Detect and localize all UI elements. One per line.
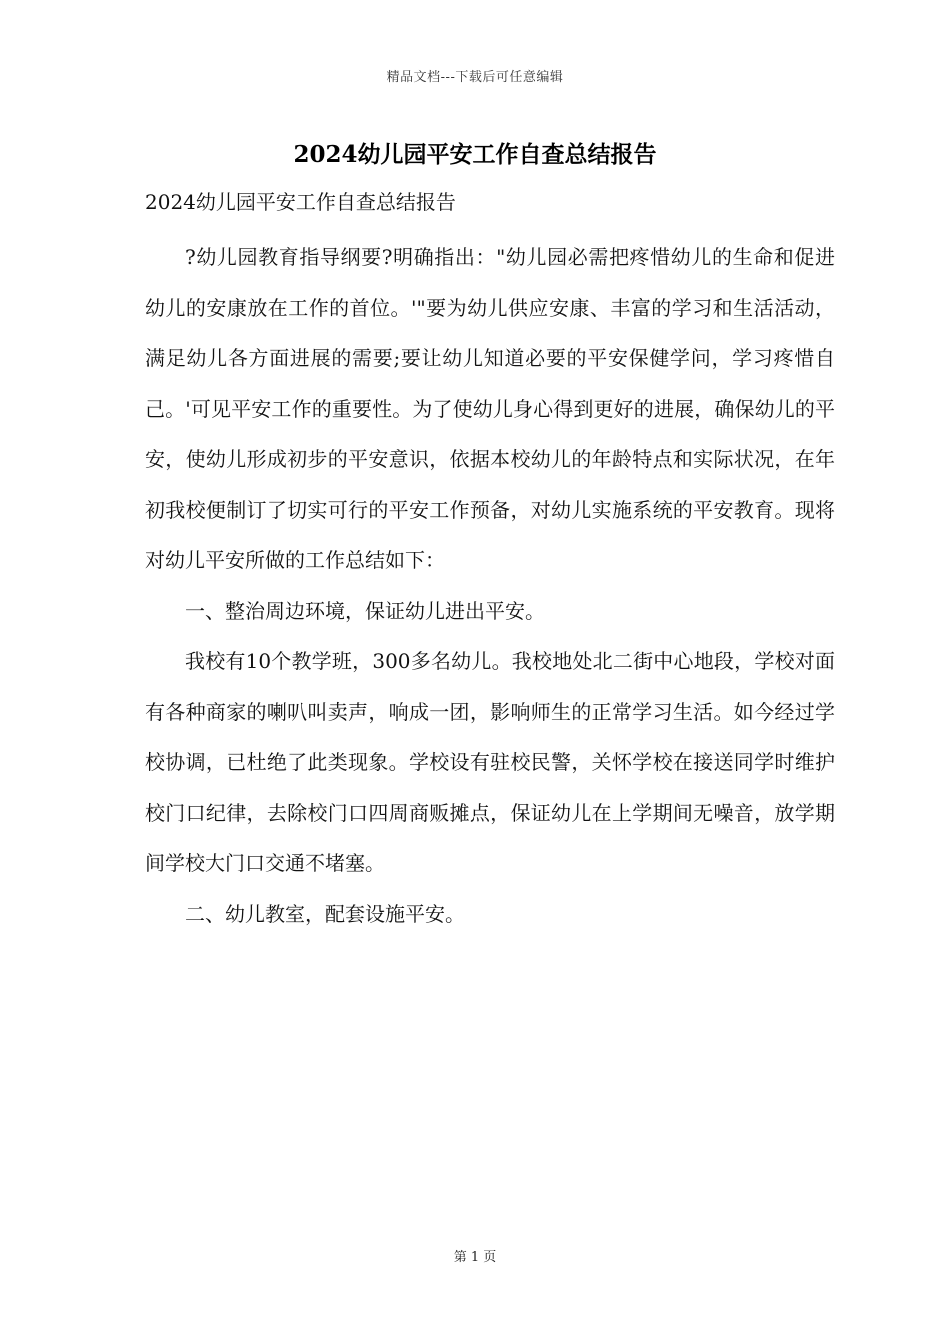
document-body (145, 232, 835, 939)
page-number: 第 1 页 (453, 1250, 497, 1265)
section-heading-1: 一、整治周边环境，保证幼儿进出平安。 (185, 598, 545, 623)
page-header: 精品文档---下载后可任意编辑 (386, 70, 564, 85)
document-subtitle: 2024幼儿园平安工作自查总结报告 (145, 190, 456, 214)
section-1-paragraph: 我校有10个教学班，300多名幼儿。我校地处北二街中心地段，学校对面有各种商家的喇叭叫卖声，响成一团，影响师生的正常学习生活。如今经过学校协调，已杜绝了此类现象。学校设有驻校民警，关怀学校在接送同学时维护校门口纪律，去除校门口四周商贩摊点，保证幼儿在上学期间无噪音，放学期间学校大门口交通不堵塞。 (145, 649, 835, 875)
document-title: 2024幼儿园平安工作自查总结报告 (293, 141, 657, 168)
section-heading-2: 二、幼儿教室，配套设施平安。 (185, 901, 465, 926)
intro-paragraph: ?幼儿园教育指导纲要?明确指出："幼儿园必需把疼惜幼儿的生命和促进幼儿的安康放在工作的首位。'"要为幼儿供应安康、丰富的学习和生活活动，满足幼儿各方面进展的需要;要让幼儿知道必要的平安保健学问，学习疼惜自己。'可见平安工作的重要性。为了使幼儿身心得到更好的进展，确保幼儿的平安，使幼儿形成初步的平安意识，依据本校幼儿的年龄特点和实际状况，在年初我校便制订了切实可行的平安工作预备，对幼儿实施系统的平安教育。现将对幼儿平安所做的工作总结如下： (145, 245, 835, 572)
